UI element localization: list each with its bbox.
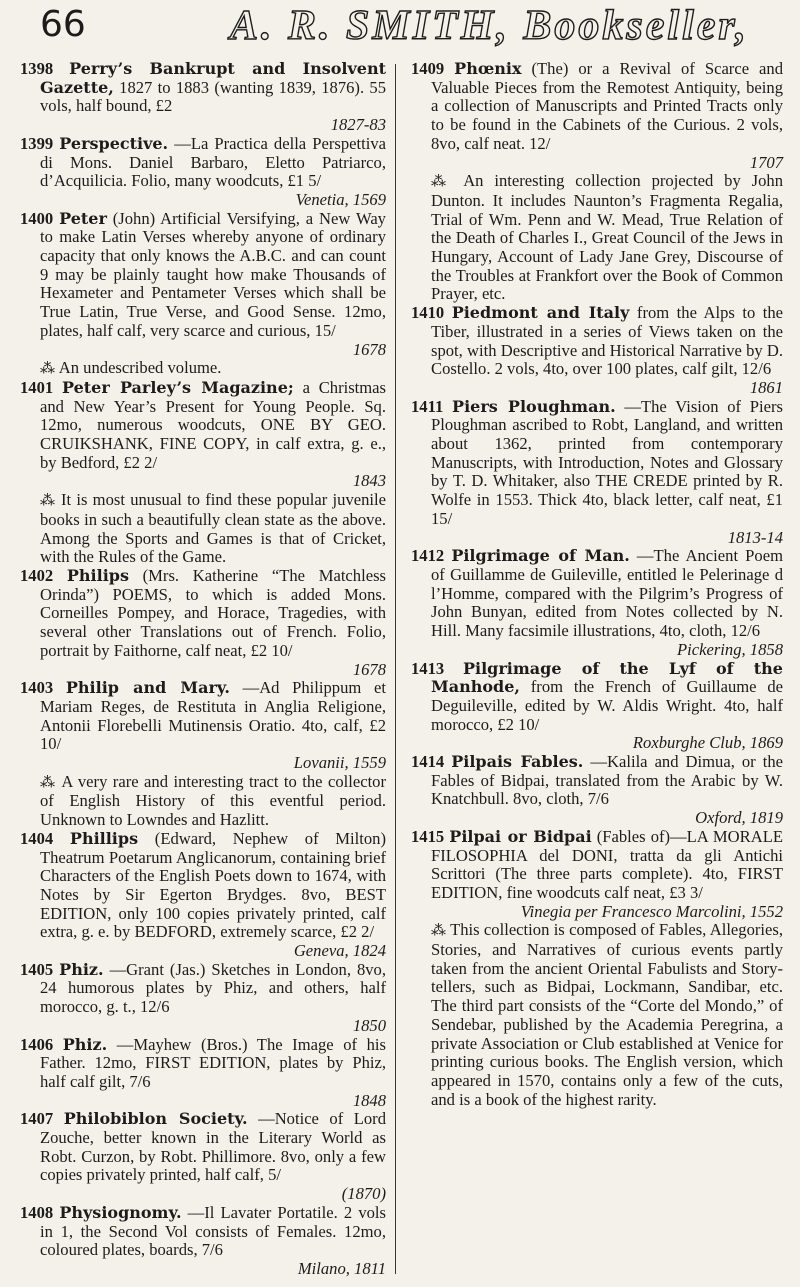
catalogue-entry [20, 1110, 386, 1204]
entry-imprint: 1707 [749, 152, 783, 172]
entry-title: Pilpais Fables. [451, 752, 584, 772]
entry-description: —Notice of Lord Zouche, better known in the Literary World as Robt. Curzon, by Robt. Phillimore. 8vo, only a few copies privately printed, half calf, 5/ [40, 1109, 386, 1185]
entry-note [411, 172, 783, 304]
catalogue-entry [411, 60, 783, 172]
entry-imprint: Oxford, 1819 [695, 808, 783, 828]
entry-description: —La Practica della Perspettiva di Mons. Daniel Barbaro, Eletto Patriarco, d’Acquilicia. Folio, many woodcuts, £1 5/ [40, 133, 386, 191]
entry-note [20, 491, 386, 567]
entry-title: Phillips [69, 828, 139, 848]
entry-number: 1401 [20, 377, 54, 397]
entry-title: Perspective. [59, 133, 169, 153]
entry-description: —The Vision of Piers Ploughman ascribed to Robt, Langland, and written about 1362, printed from contemporary Manuscripts, with Introduction, Notes and Glossary by T. D. Whitaker, also THE CREDE printed by R. Wolfe in 1553. Thick 4to, black letter, calf neat, £1 15/ [431, 396, 783, 528]
catalogue-entry [411, 753, 783, 828]
entry-note-text: This collection is composed of Fables, Allegories, Stories, and Narratives of curious events partly taken from the ancient Oriental Fabulists and Story-tellers, such as Bidpai, Lockmann, Sandibar, etc. The third part consists of the “Corte del Mondo,” of Sendebar, published by the Academia Peregrina, a private Association or Club established at Venice for printing curious books. The English version, which appeared in 1570, contains only a few of the cuts, and is a book of the highest rarity. [431, 920, 783, 1109]
entry-description: (Edward, Nephew of Milton) Theatrum Poetarum Anglicanorum, containing brief Characters of the English Poets down to 1674, with Notes by Sir Egerton Brydges. 8vo, BEST EDITION, only 100 copies privately printed, calf extra, g. e. by BEDFORD, extremely scarce, £2 2/ [40, 828, 387, 942]
entry-number: 1406 [20, 1034, 54, 1054]
entry-title: Perry’s Bankrupt and Insolvent Gazette, [40, 59, 386, 97]
catalogue-entry [411, 660, 783, 754]
entry-imprint: 1843 [352, 471, 386, 491]
entry-number: 1405 [20, 959, 54, 979]
entry-imprint: 1813-14 [727, 527, 783, 547]
entry-title: Pilpai or Bidpai [449, 826, 592, 846]
entry-imprint: Vinegia per Francesco Marcolini, 1552 [520, 901, 783, 921]
entry-description: (The) or a Revival of Scarce and Valuable Pieces from the Remotest Antiquity, being a collection of Manuscripts and Printed Tracts only to be found in the Cabinets of the Curious. 2 vols, 8vo, calf neat. 12/ [431, 59, 783, 153]
entry-imprint: 1678 [352, 659, 386, 679]
left-column [20, 60, 386, 1279]
entry-imprint: (1870) [341, 1184, 386, 1204]
entry-number: 1412 [411, 546, 445, 566]
entry-description: —Il Lavater Portatile. 2 vols in 1, the Second Vol consists of Females. 12mo, coloured plates, boards, 7/6 [40, 1202, 386, 1260]
entry-number: 1413 [411, 658, 445, 678]
entry-note-text: It is most unusual to find these popular juvenile books in such a beautifully clean state as the above. Among the Sports and Games is that of Cricket, with the Rules of the Game. [40, 490, 386, 567]
entry-imprint: Milano, 1811 [297, 1259, 386, 1278]
entry-imprint: 1827-83 [330, 115, 386, 135]
entry-imprint: Lovanii, 1559 [293, 753, 386, 773]
entry-description: from the Alps to the Tiber, illustrated in a series of Views taken on the spot, with Descriptive and Historical Narrative by D. Costello. 2 vols, 4to, over 100 plates, calf gilt, 12/6 [431, 303, 784, 379]
entry-number: 1407 [20, 1109, 54, 1129]
asterism-icon: ⁂ [40, 361, 59, 378]
catalogue-entry [20, 210, 386, 360]
entry-number: 1415 [411, 826, 445, 846]
entry-title: Phiz. [59, 959, 104, 979]
entry-description: (John) Artificial Versifying, a New Way to make Latin Verses whereby anyone of ordinary capacity that only knows the A.B.C. and can count 9 may be plainly taught how make Thousands of Hexameter and Pentameter Verses which shall be True Latin, True Verse, and Good Sense. 12mo, plates, half calf, very scarce and curious, 15/ [40, 208, 386, 340]
entry-note-text: An undescribed volume. [58, 358, 222, 378]
entry-description: from the French of Guillaume de Deguileville, edited by W. Aldis Wright. 4to, half morocco, £2 10/ [431, 677, 783, 734]
entry-note [20, 359, 386, 379]
entry-description: a Christmas and New Year’s Present for Young People. Sq. 12mo, numerous woodcuts, ONE BY GEO. CRUIKSHANK, FINE COPY, in calf extra, g. e., by Bedford, £2 2/ [40, 377, 386, 472]
entry-description: (Fables of)—LA MORALE FILOSOPHIA del DONI, tratta da gli Antichi Scrittori (The three parts complete). 4to, FIRST EDITION, fine woodcuts calf neat, £3 3/ [431, 826, 783, 902]
catalogue-entry [411, 304, 783, 398]
entry-number: 1398 [20, 59, 54, 78]
entry-description: —The Ancient Poem of Guillamme de Guileville, entitled le Pelerinage d l’Homme, compared with the Pilgrim’s Progress of John Bunyan, edited from Notes collected by N. Hill. Many facsimile illustrations, 4to, cloth, 12/6 [431, 546, 783, 641]
right-column [411, 60, 783, 1109]
catalogue-entry [20, 830, 386, 961]
catalogue-entry [20, 567, 386, 679]
catalogue-entry [20, 1204, 386, 1279]
entry-title: Philips [66, 565, 129, 585]
entry-note-text: A very rare and interesting tract to the collector of English History of this eventful period. Unknown to Lowndes and Hazlitt. [40, 771, 386, 830]
catalogue-entry [20, 379, 386, 491]
column-divider [395, 64, 396, 1274]
entry-description: —Ad Philippum et Mariam Reges, de Restituta in Anglia Religione, Antonii Florebelli Mutinensis Oratio. 4to, calf, £2 10/ [40, 678, 386, 754]
catalogue-entry [20, 961, 386, 1036]
catalogue-entry [20, 679, 386, 773]
entry-description: (Mrs. Katherine “The Matchless Orinda”) POEMS, to which is added Mons. Corneilles Pompey, and Horace, Tragedies, with several other Translations out of French. Folio, portrait by Faithorne, calf neat, £2 10/ [40, 565, 386, 660]
asterism-icon: ⁂ [40, 774, 62, 791]
asterism-icon: ⁂ [40, 493, 61, 510]
entry-imprint: Venetia, 1569 [295, 189, 386, 209]
entry-imprint: 1861 [749, 377, 783, 397]
entry-number: 1399 [20, 133, 54, 153]
entry-imprint: Roxburghe Club, 1869 [632, 733, 783, 753]
entry-imprint: 1678 [352, 339, 386, 359]
entry-title: Philip and Mary. [65, 678, 230, 698]
entry-imprint: 1850 [352, 1015, 386, 1035]
entry-number: 1404 [20, 828, 54, 848]
entry-number: 1409 [411, 59, 445, 78]
catalogue-entry [411, 398, 783, 548]
entry-title: Piers Ploughman. [452, 396, 616, 416]
running-head: A. R. SMITH, Bookseller, [230, 3, 749, 49]
entry-title: Phœnix [454, 59, 522, 78]
entry-note [20, 773, 386, 830]
entry-title: Pilgrimage of the Lyf of the Manhode, [431, 658, 783, 697]
asterism-icon: ⁂ [431, 923, 451, 940]
entry-title: Phiz. [62, 1034, 108, 1054]
entry-number: 1408 [20, 1202, 54, 1222]
entry-note [411, 921, 783, 1109]
entry-description: 1827 to 1883 (wanting 1839, 1876). 55 vols, half bound, £2 [40, 77, 387, 116]
asterism-icon: ⁂ [431, 174, 464, 191]
entry-number: 1403 [20, 678, 54, 698]
catalogue-entry [20, 1036, 386, 1111]
entry-imprint: 1848 [352, 1090, 386, 1110]
entry-title: Peter [59, 208, 107, 228]
catalogue-entry [20, 135, 386, 210]
entry-number: 1400 [20, 208, 54, 228]
entry-description: —Grant (Jas.) Sketches in London, 8vo, 24 humorous plates by Phiz, and others, half morocco, g. t., 12/6 [40, 959, 386, 1017]
catalogue-entry [411, 547, 783, 659]
entry-title: Philobiblon Society. [63, 1109, 248, 1129]
entry-note-text: An interesting collection projected by John Dunton. It includes Naunton’s Fragmenta Regalia, Trial of Wm. Penn and W. Mead, True Relation of the Death of Charles I., Great Council of the Jews in Hungary, Account of Lady Jane Grey, Discourse of the Troubles at Frankfort over the Book of Common Prayer, etc. [431, 171, 783, 304]
page-header [0, 2, 800, 52]
entry-title: Peter Parley’s Magazine; [61, 377, 294, 397]
entry-description: —Mayhew (Bros.) The Image of his Father. 12mo, FIRST EDITION, plates by Phiz, half calf gilt, 7/6 [40, 1034, 386, 1091]
entry-number: 1402 [20, 565, 54, 585]
entry-title: Physiognomy. [59, 1202, 182, 1222]
catalogue-entry [411, 828, 783, 922]
entry-number: 1414 [411, 752, 445, 772]
catalogue-entry [20, 60, 386, 135]
entry-imprint: Pickering, 1858 [677, 639, 783, 659]
entry-imprint: Geneva, 1824 [293, 941, 386, 961]
entry-title: Pilgrimage of Man. [451, 546, 630, 566]
entry-number: 1411 [411, 396, 444, 416]
entry-title: Piedmont and Italy [451, 303, 630, 323]
entry-number: 1410 [411, 303, 445, 323]
page-number: 66 [40, 4, 86, 45]
entry-description: —Kalila and Dimua, or the Fables of Bidpai, translated from the Arabic by W. Knatchbull. 8vo, cloth, 7/6 [431, 752, 783, 809]
